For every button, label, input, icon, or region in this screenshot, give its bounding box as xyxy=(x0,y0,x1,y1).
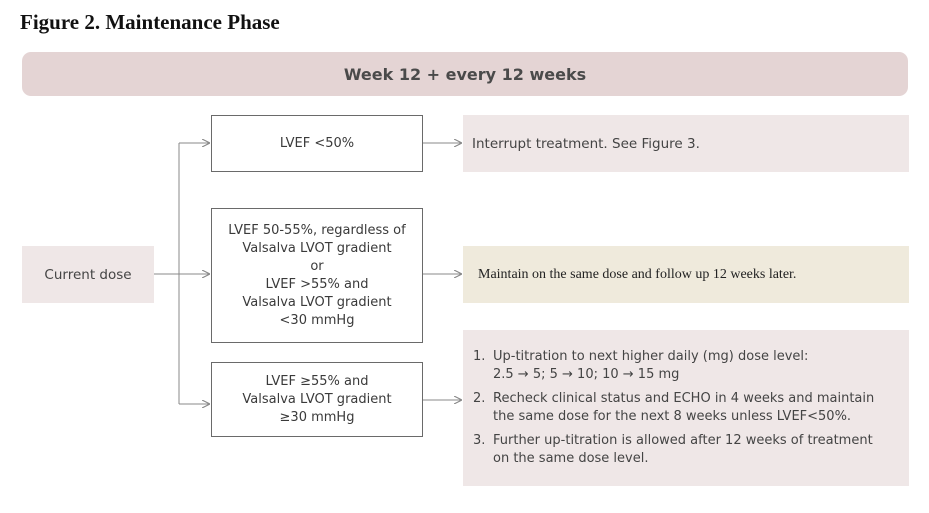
outcome-3-step xyxy=(473,390,899,426)
step-text-line: on the same dose level. xyxy=(493,451,649,466)
condition-box-lvef-below-50 xyxy=(211,115,423,172)
current-dose-node xyxy=(22,246,154,303)
step-text-line: the same dose for the next 8 weeks unless LVEF<50%. xyxy=(493,409,852,424)
step-number: 1. xyxy=(473,349,486,364)
outcome-maintain xyxy=(463,246,909,303)
step-text-line: 2.5 → 5; 5 → 10; 10 → 15 mg xyxy=(493,367,680,382)
outcome-3-step xyxy=(473,432,899,468)
condition-3-line: ≥30 mmHg xyxy=(279,409,355,425)
condition-3-line: LVEF ≥55% and xyxy=(265,373,369,389)
timing-banner-label: Week 12 + every 12 weeks xyxy=(343,64,587,84)
current-dose-label: Current dose xyxy=(44,266,132,283)
outcome-2-text: Maintain on the same dose and follow up 12 weeks later. xyxy=(478,266,797,282)
condition-box-lvef-50-55 xyxy=(211,208,423,343)
condition-box-lvef-55-plus xyxy=(211,362,423,437)
outcome-3-step xyxy=(473,348,899,384)
condition-1-line: LVEF <50% xyxy=(279,135,355,151)
condition-2-line: LVEF 50-55%, regardless of xyxy=(228,222,406,238)
condition-2-line: <30 mmHg xyxy=(279,312,355,328)
condition-2-line: or xyxy=(310,258,324,274)
condition-3-line: Valsalva LVOT gradient xyxy=(242,391,392,407)
step-number: 3. xyxy=(473,433,486,448)
condition-2-line: Valsalva LVOT gradient xyxy=(242,240,392,256)
outcome-up-titration xyxy=(463,330,909,486)
condition-2-line: LVEF >55% and xyxy=(265,276,369,292)
step-text-line: Up-titration to next higher daily (mg) dose level: xyxy=(493,349,809,364)
outcome-interrupt xyxy=(463,115,909,172)
step-text-line: Further up-titration is allowed after 12 weeks of treatment xyxy=(493,433,873,448)
outcome-1-text: Interrupt treatment. See Figure 3. xyxy=(472,135,700,152)
condition-2-line: Valsalva LVOT gradient xyxy=(242,294,392,310)
step-text-line: Recheck clinical status and ECHO in 4 weeks and maintain xyxy=(493,391,875,406)
step-number: 2. xyxy=(473,391,486,406)
figure-title: Figure 2. Maintenance Phase xyxy=(20,10,280,34)
